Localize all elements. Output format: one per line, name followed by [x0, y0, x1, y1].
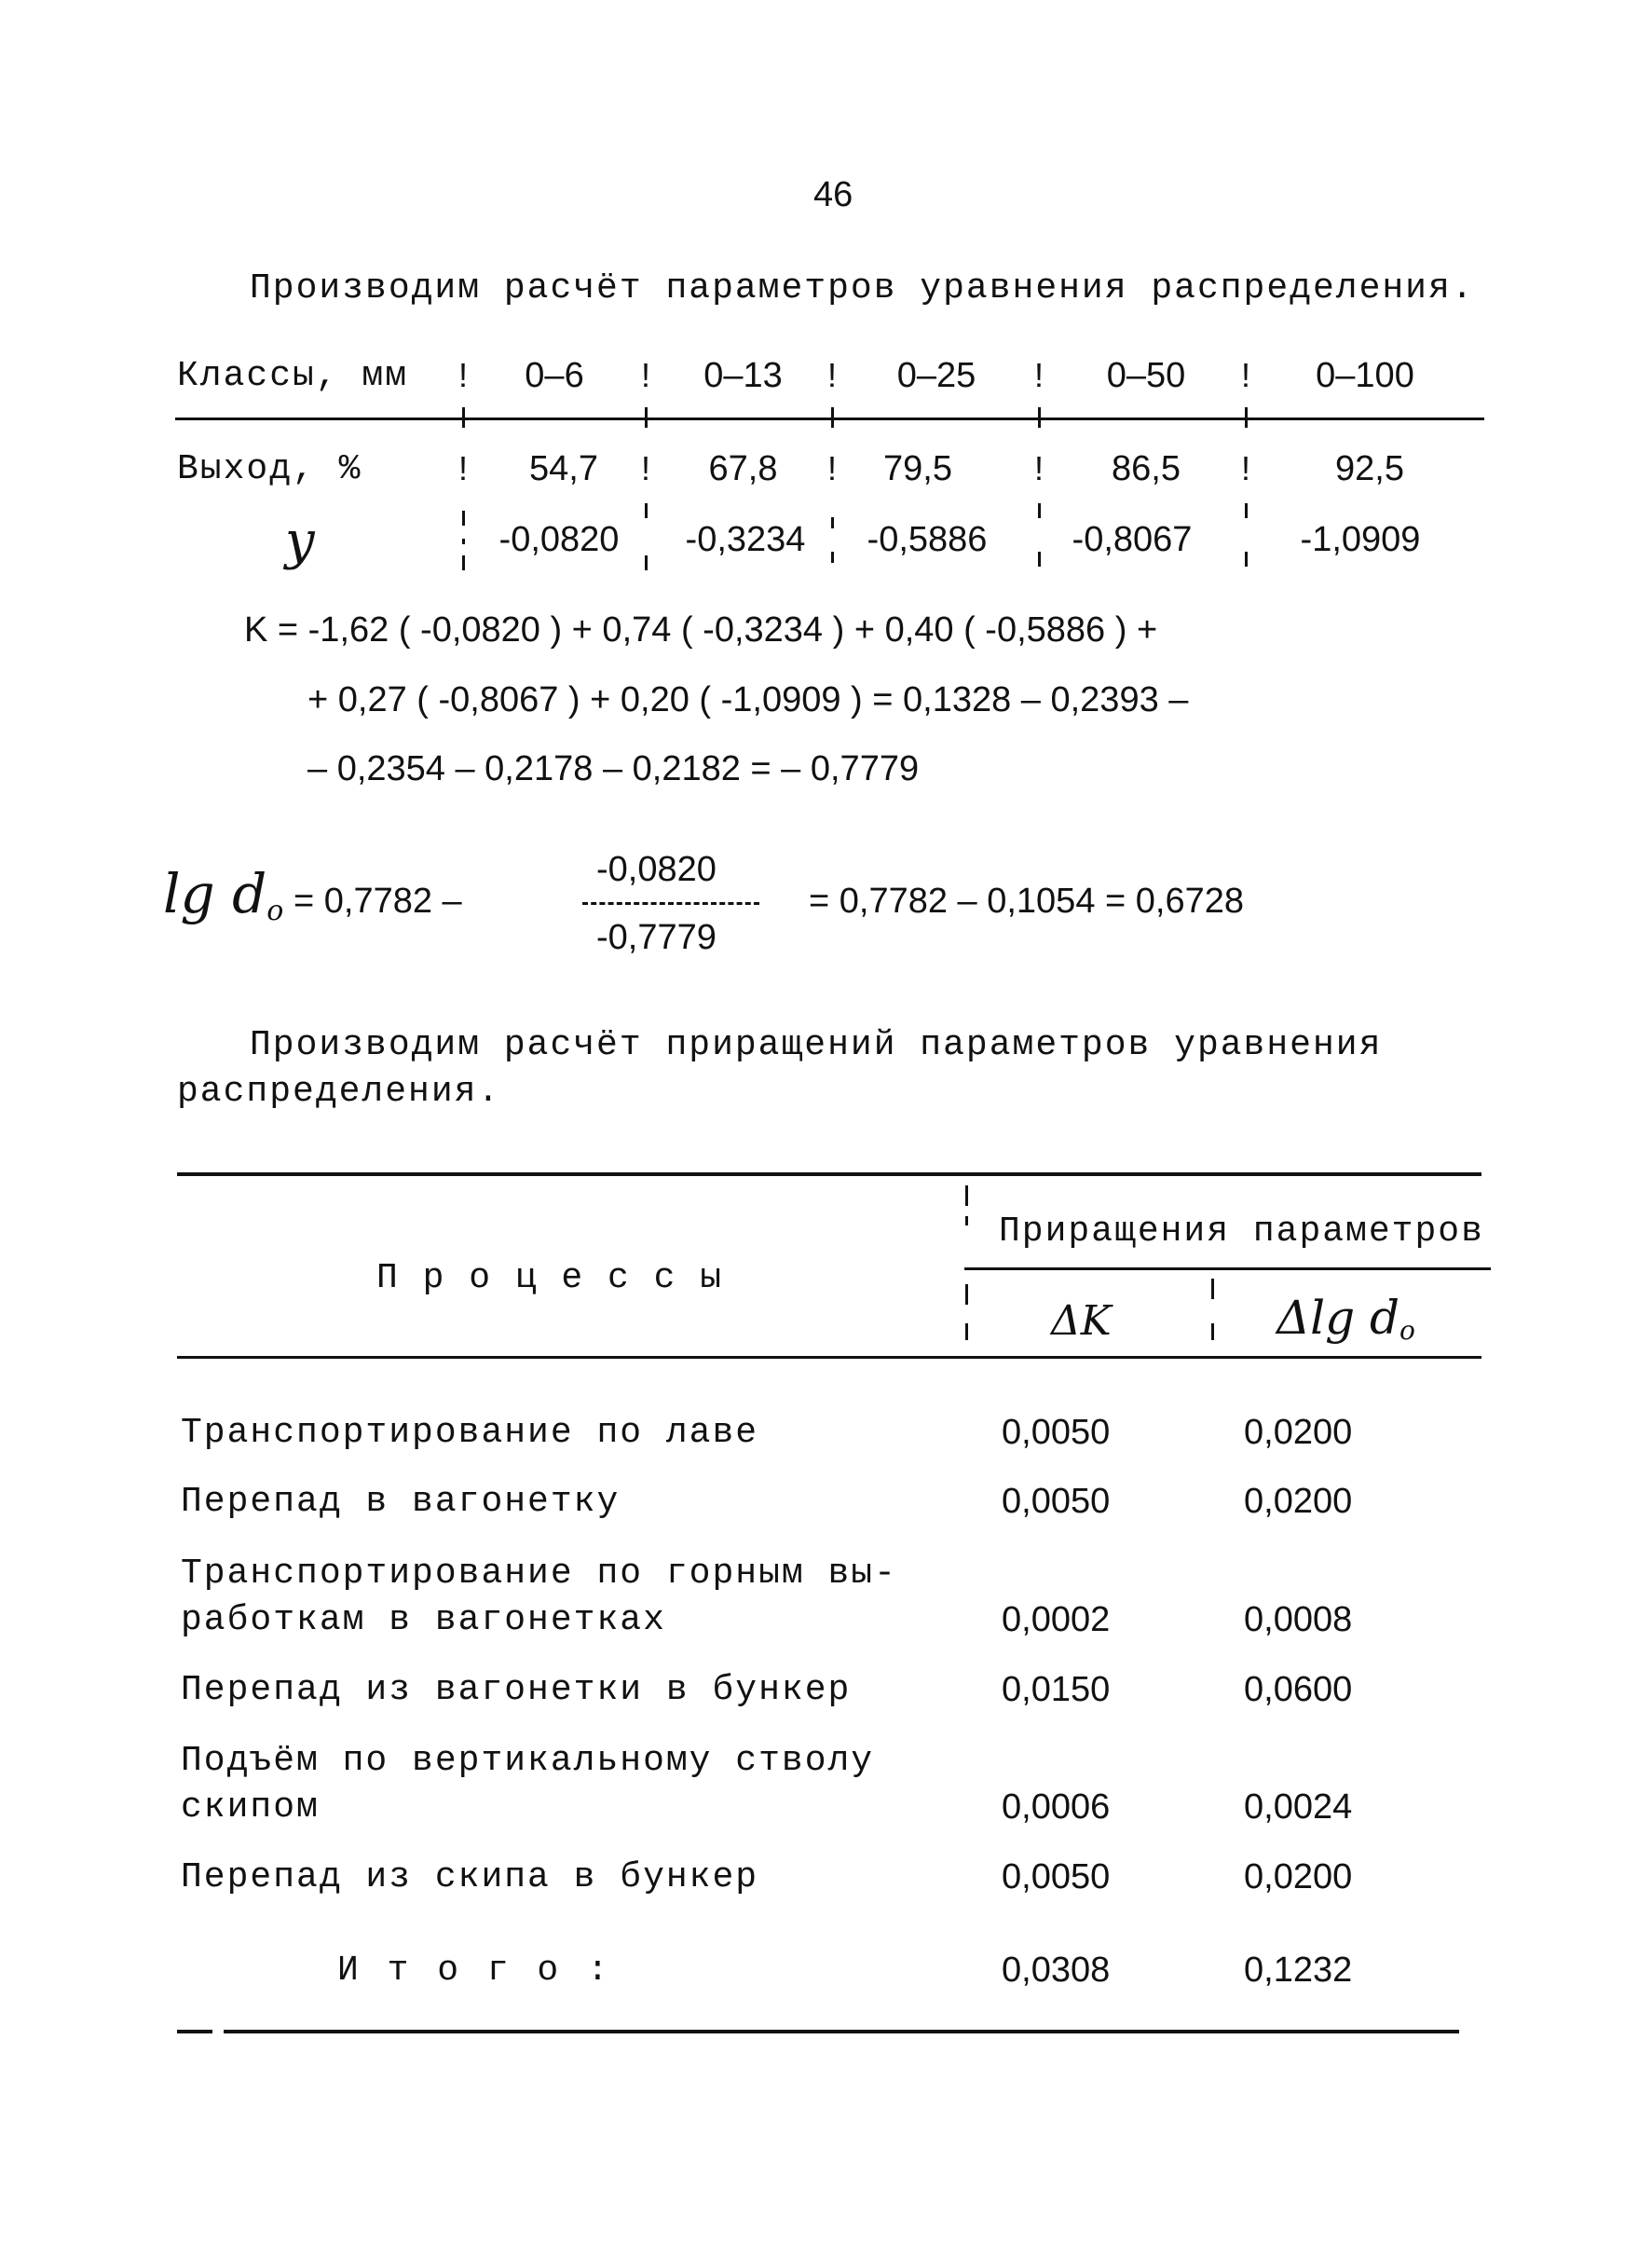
- table2-bottom-rule-start: [177, 2030, 212, 2033]
- process-label-cont: работкам в вагонетках: [181, 1600, 666, 1640]
- process-label-cont: скипом: [181, 1787, 320, 1827]
- tick: [965, 1185, 968, 1206]
- para2-line2: распределения.: [177, 1072, 501, 1112]
- increments-group-header: Приращения параметров: [999, 1211, 1484, 1252]
- y-cell: -0,5886: [867, 520, 988, 559]
- tick: [831, 407, 834, 428]
- para2-line1: Производим расчёт приращений параметров уравнения: [250, 1025, 1383, 1065]
- tick: [462, 407, 465, 428]
- lg-formula-numerator: -0,0820: [596, 850, 717, 889]
- delta-k-value: 0,0050: [1002, 1413, 1111, 1452]
- delta-k-header: ΔK: [1051, 1297, 1112, 1345]
- tick: [965, 1216, 968, 1225]
- delta-k-value: 0,0050: [1002, 1482, 1111, 1521]
- tick: [1038, 503, 1041, 518]
- total-delta-lg: 0,1232: [1244, 1951, 1353, 1990]
- process-label: Транспортирование по лаве: [181, 1413, 759, 1453]
- table2-top-rule: [177, 1172, 1481, 1176]
- tick: [965, 1323, 968, 1340]
- k-formula-line2: + 0,27 ( -0,8067 ) + 0,20 ( -1,0909 ) = 0,1328 – 0,2393 –: [307, 680, 1189, 719]
- total-label: И т о г о :: [337, 1951, 612, 1991]
- delta-k-value: 0,0150: [1002, 1670, 1111, 1709]
- lg-formula-term1: = 0,7782 –: [294, 882, 462, 921]
- tick: [1211, 1279, 1214, 1299]
- separator-mark: !: [1241, 449, 1251, 487]
- delta-lg-value: 0,0200: [1244, 1857, 1353, 1896]
- lg-formula-denominator: -0,7779: [596, 918, 717, 957]
- y-cell: -1,0909: [1300, 520, 1421, 559]
- y-cell: -0,0820: [498, 520, 620, 559]
- delta-lg-value: 0,0200: [1244, 1482, 1353, 1521]
- tick: [1038, 552, 1041, 567]
- delta-k-value: 0,0006: [1002, 1787, 1111, 1827]
- total-delta-k: 0,0308: [1002, 1951, 1111, 1990]
- delta-lg-value: 0,0024: [1244, 1787, 1353, 1827]
- tick: [462, 539, 465, 544]
- process-label: Транспортирование по горным вы-: [181, 1554, 897, 1594]
- k-formula-line1: K = -1,62 ( -0,0820 ) + 0,74 ( -0,3234 ) + 0,40 ( -0,5886 ) +: [244, 610, 1158, 650]
- yield-cell: 79,5: [883, 449, 952, 488]
- tick: [462, 511, 465, 526]
- class-header: 0–13: [703, 356, 783, 395]
- separator-mark: !: [1034, 449, 1044, 487]
- class-header: 0–6: [525, 356, 584, 395]
- tick: [462, 555, 465, 570]
- process-label: Перепад из скипа в бункер: [181, 1857, 759, 1897]
- tick: [645, 555, 648, 570]
- yield-cell: 67,8: [708, 449, 778, 488]
- delta-k-value: 0,0002: [1002, 1600, 1111, 1639]
- group-header-rule: [964, 1267, 1491, 1270]
- lg-formula-result: = 0,7782 – 0,1054 = 0,6728: [809, 882, 1244, 921]
- yield-row-label: Выход, %: [177, 449, 362, 489]
- class-header: 0–100: [1316, 356, 1414, 395]
- table2-header-rule: [177, 1356, 1481, 1359]
- y-cell: -0,3234: [685, 520, 806, 559]
- separator-mark: !: [827, 449, 838, 487]
- separator-mark: !: [641, 356, 651, 394]
- tick: [1245, 503, 1248, 518]
- separator-mark: !: [458, 449, 469, 487]
- table1-header-rule: [175, 418, 1484, 420]
- separator-mark: !: [1034, 356, 1044, 394]
- intro-paragraph: Производим расчёт параметров уравнения распределения.: [250, 268, 1475, 308]
- delta-lg-value: 0,0008: [1244, 1600, 1353, 1639]
- separator-mark: !: [827, 356, 838, 394]
- process-label: Перепад в вагонетку: [181, 1482, 621, 1522]
- delta-lg-d0-header: Δlg do: [1277, 1291, 1415, 1346]
- class-header: 0–25: [896, 356, 976, 395]
- fraction-bar: [582, 902, 759, 905]
- y-cell: -0,8067: [1072, 520, 1193, 559]
- classes-header-label: Классы, мм: [177, 356, 409, 396]
- processes-header: П р о ц е с с ы: [376, 1258, 724, 1298]
- separator-mark: !: [458, 356, 469, 394]
- tick: [645, 407, 648, 428]
- tick: [1211, 1323, 1214, 1340]
- tick: [831, 517, 834, 528]
- yield-cell: 54,7: [529, 449, 598, 488]
- delta-lg-value: 0,0600: [1244, 1670, 1353, 1709]
- tick: [965, 1284, 968, 1305]
- tick: [1245, 407, 1248, 428]
- yield-cell: 86,5: [1112, 449, 1181, 488]
- process-label: Перепад из вагонетки в бункер: [181, 1670, 852, 1710]
- y-row-label: y: [285, 511, 315, 571]
- delta-lg-value: 0,0200: [1244, 1413, 1353, 1452]
- class-header: 0–50: [1106, 356, 1186, 395]
- yield-cell: 92,5: [1335, 449, 1404, 488]
- tick: [1245, 552, 1248, 567]
- lg-formula-lhs: lg do: [163, 862, 284, 927]
- separator-mark: !: [641, 449, 651, 487]
- tick: [645, 503, 648, 518]
- k-formula-line3: – 0,2354 – 0,2178 – 0,2182 = – 0,7779: [307, 749, 920, 788]
- tick: [831, 552, 834, 563]
- separator-mark: !: [1241, 356, 1251, 394]
- table2-bottom-rule: [224, 2030, 1459, 2033]
- tick: [1038, 407, 1041, 428]
- process-label: Подъём по вертикальному стволу: [181, 1741, 875, 1781]
- delta-k-value: 0,0050: [1002, 1857, 1111, 1896]
- page-number: 46: [813, 175, 853, 214]
